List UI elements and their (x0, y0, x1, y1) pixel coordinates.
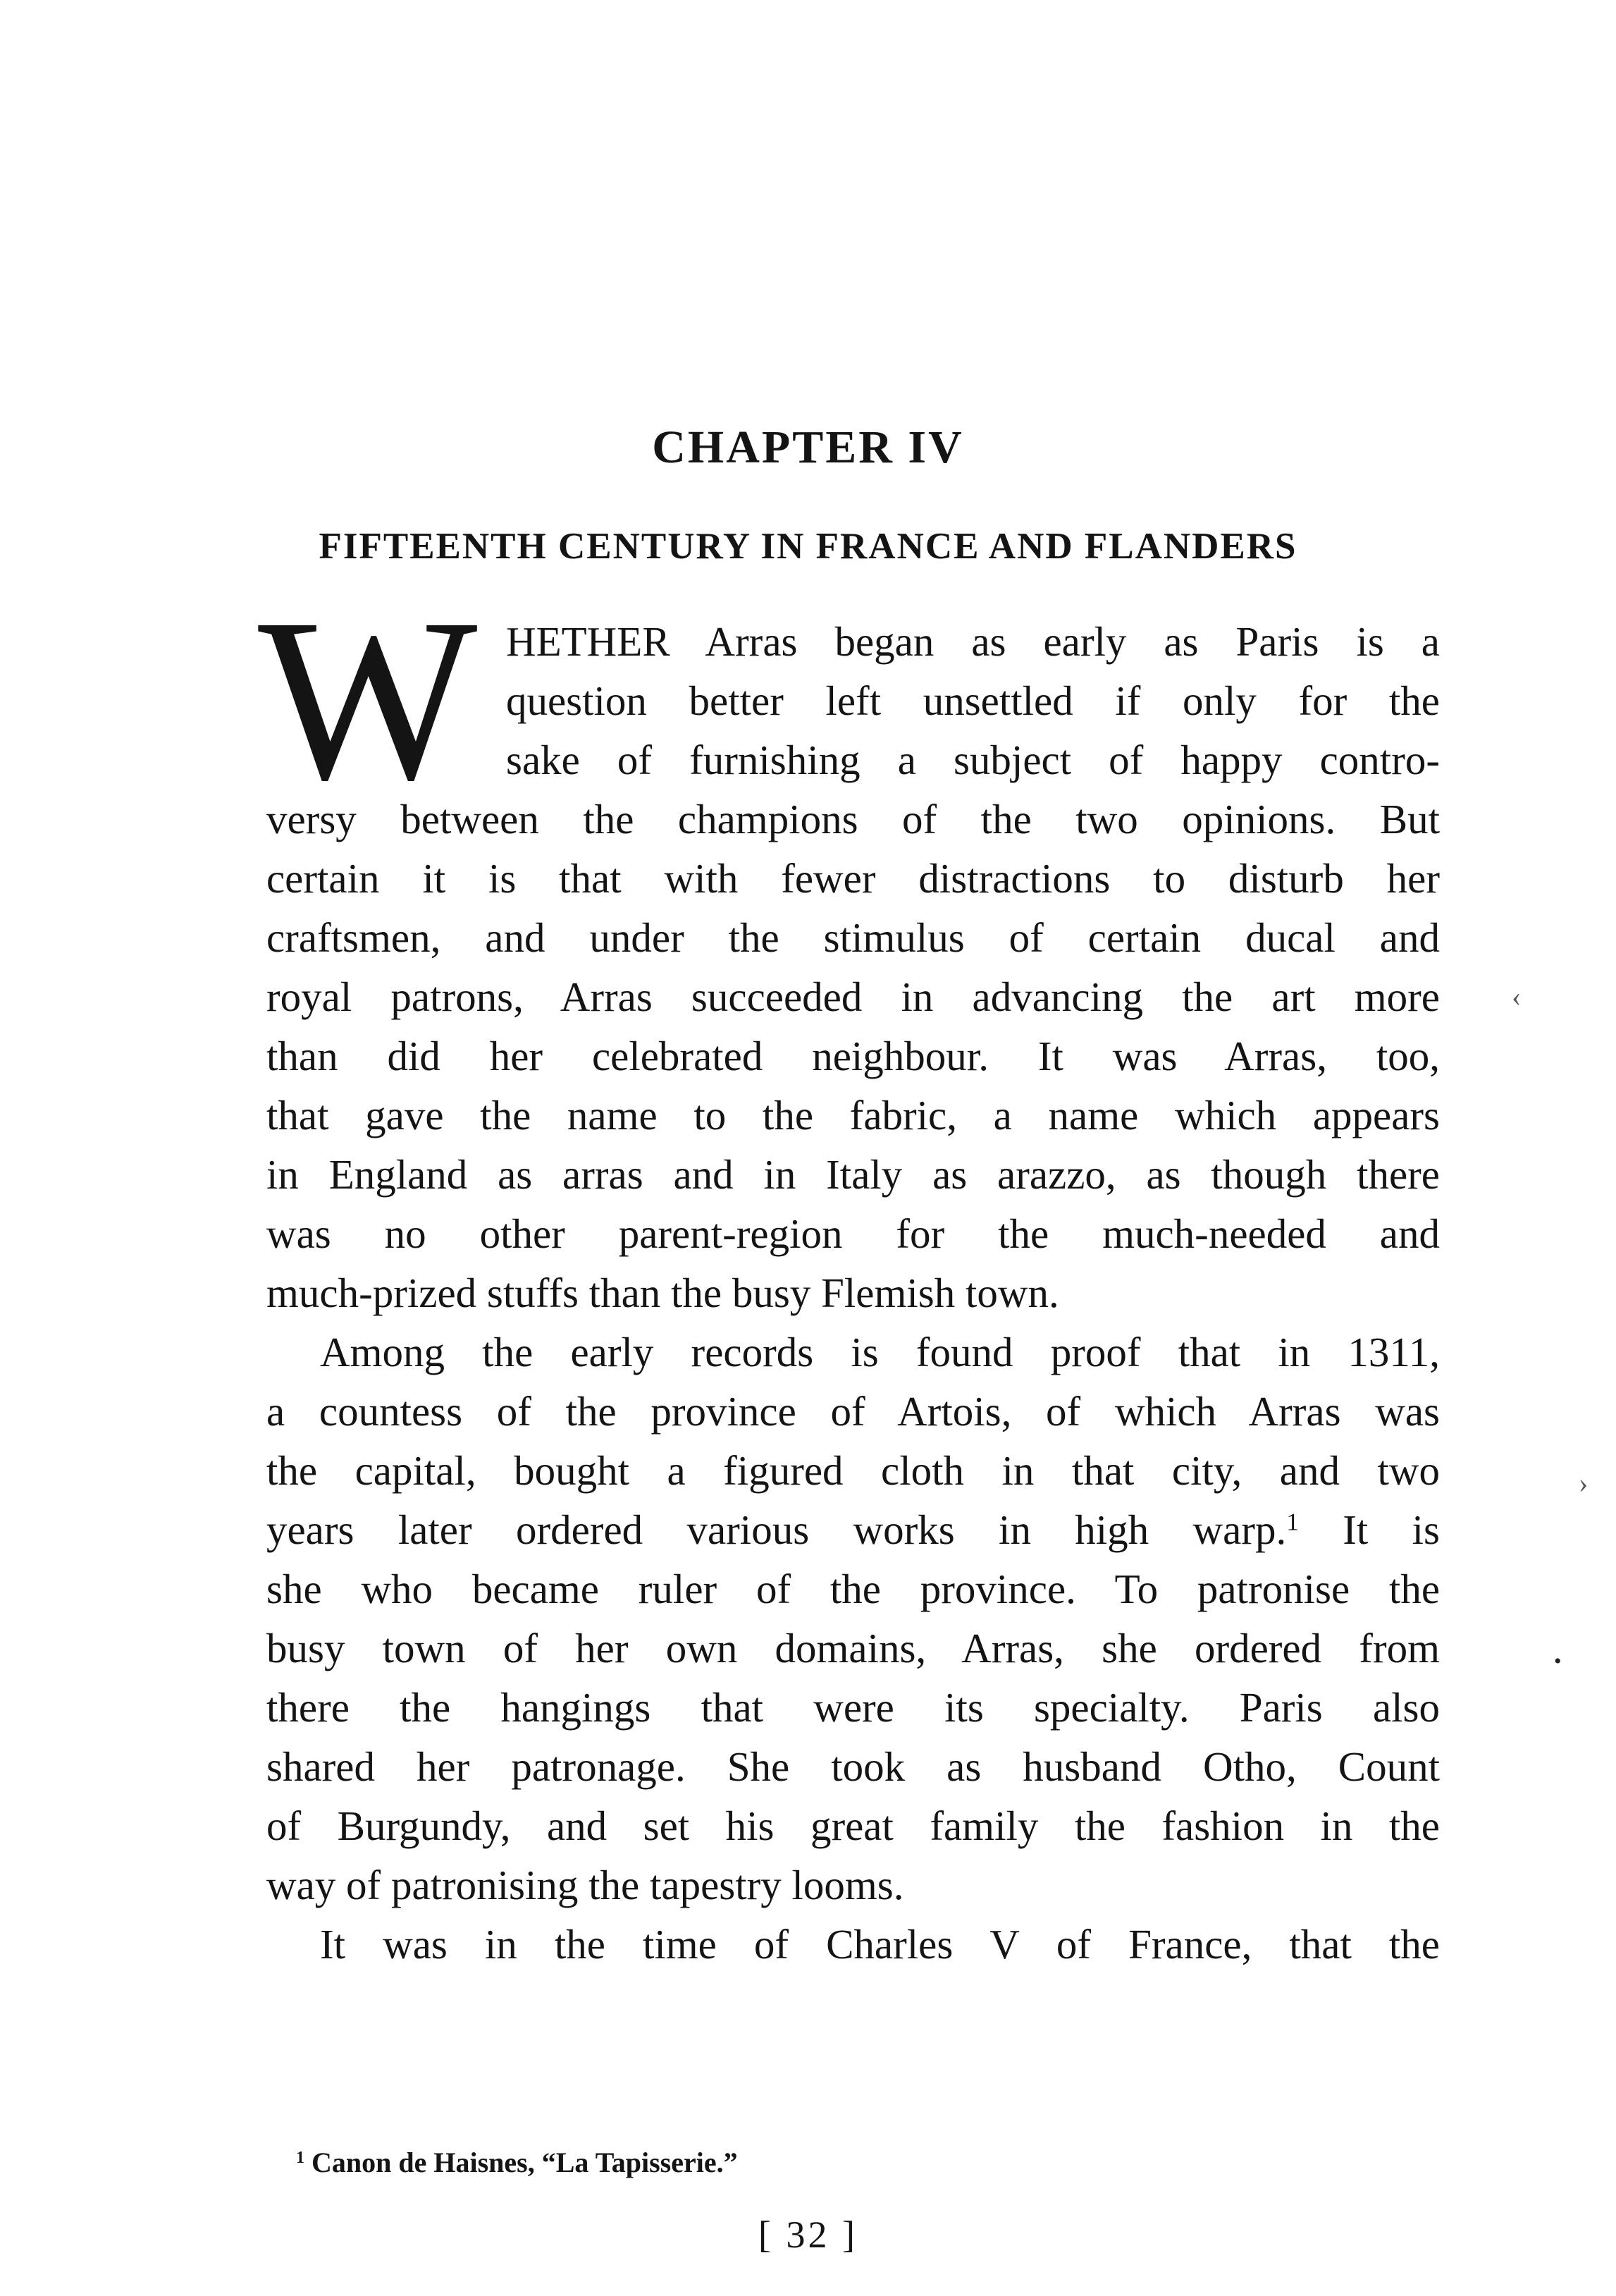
page-number: [ 32 ] (758, 2214, 858, 2256)
text-line: sake of furnishing a subject of happy contro- (506, 737, 1440, 783)
text-line: certain it is that with fewer distractions to disturb her (266, 855, 1440, 902)
text-line: way of patronising the tapestry looms. (266, 1862, 904, 1908)
body-text (258, 571, 1440, 1974)
margin-dot: • (1554, 1650, 1562, 1673)
text-line: shared her patronage. She took as husband Otho, Count (266, 1743, 1440, 1790)
footnote (296, 2143, 738, 2183)
text-line: than did her celebrated neighbour. It was Arras, too, (266, 1033, 1440, 1079)
text-line: Among the early records is found proof that in 1311, (320, 1329, 1440, 1375)
text-line: there the hangings that were its specialty. Paris also (266, 1684, 1440, 1731)
text-line: craftsmen, and under the stimulus of certain ducal and (266, 914, 1440, 961)
text-line: much-prized stuffs than the busy Flemish town. (266, 1270, 1059, 1316)
chapter-subtitle: FIFTEENTH CENTURY IN FRANCE AND FLANDERS (319, 526, 1297, 567)
footnote-marker: 1 (296, 2148, 304, 2167)
text-line: busy town of her own domains, Arras, she ordered from (266, 1625, 1440, 1671)
drop-cap: W (258, 571, 478, 828)
text-line: a countess of the province of Artois, of which Arras was (266, 1388, 1440, 1435)
margin-speck: ‹ (1512, 981, 1522, 1012)
margin-speck: › (1579, 1467, 1589, 1499)
text-line: in England as arras and in Italy as arazzo, as though there (266, 1151, 1440, 1198)
text-line: versy between the champions of the two opinions. But (266, 796, 1440, 842)
text-line: the capital, bought a figured cloth in that city, and two (266, 1447, 1440, 1494)
text-line: of Burgundy, and set his great family the fashion in the (266, 1803, 1440, 1849)
footnote-text: Canon de Haisnes, “La Tapisserie.” (312, 2147, 738, 2178)
text-line-segment: years later ordered various works in high warp. (266, 1506, 1287, 1553)
text-line: royal patrons, Arras succeeded in advancing the art more (266, 974, 1440, 1020)
text-line-segment: It is (1343, 1506, 1440, 1553)
footnote-reference[interactable]: 1 (1286, 1507, 1299, 1536)
text-line-with-footnote (266, 1500, 1440, 1559)
text-line: that gave the name to the fabric, a name which appears (266, 1092, 1440, 1138)
text-line: question better left unsettled if only for the (506, 677, 1440, 724)
text-line: was no other parent-region for the much-needed and (266, 1210, 1440, 1257)
text-line: she who became ruler of the province. To patronise the (266, 1566, 1440, 1612)
text-line: It was in the time of Charles V of France, that the (320, 1921, 1440, 1967)
chapter-title: CHAPTER IV (652, 422, 964, 473)
text-line: HETHER Arras began as early as Paris is a (506, 618, 1440, 665)
